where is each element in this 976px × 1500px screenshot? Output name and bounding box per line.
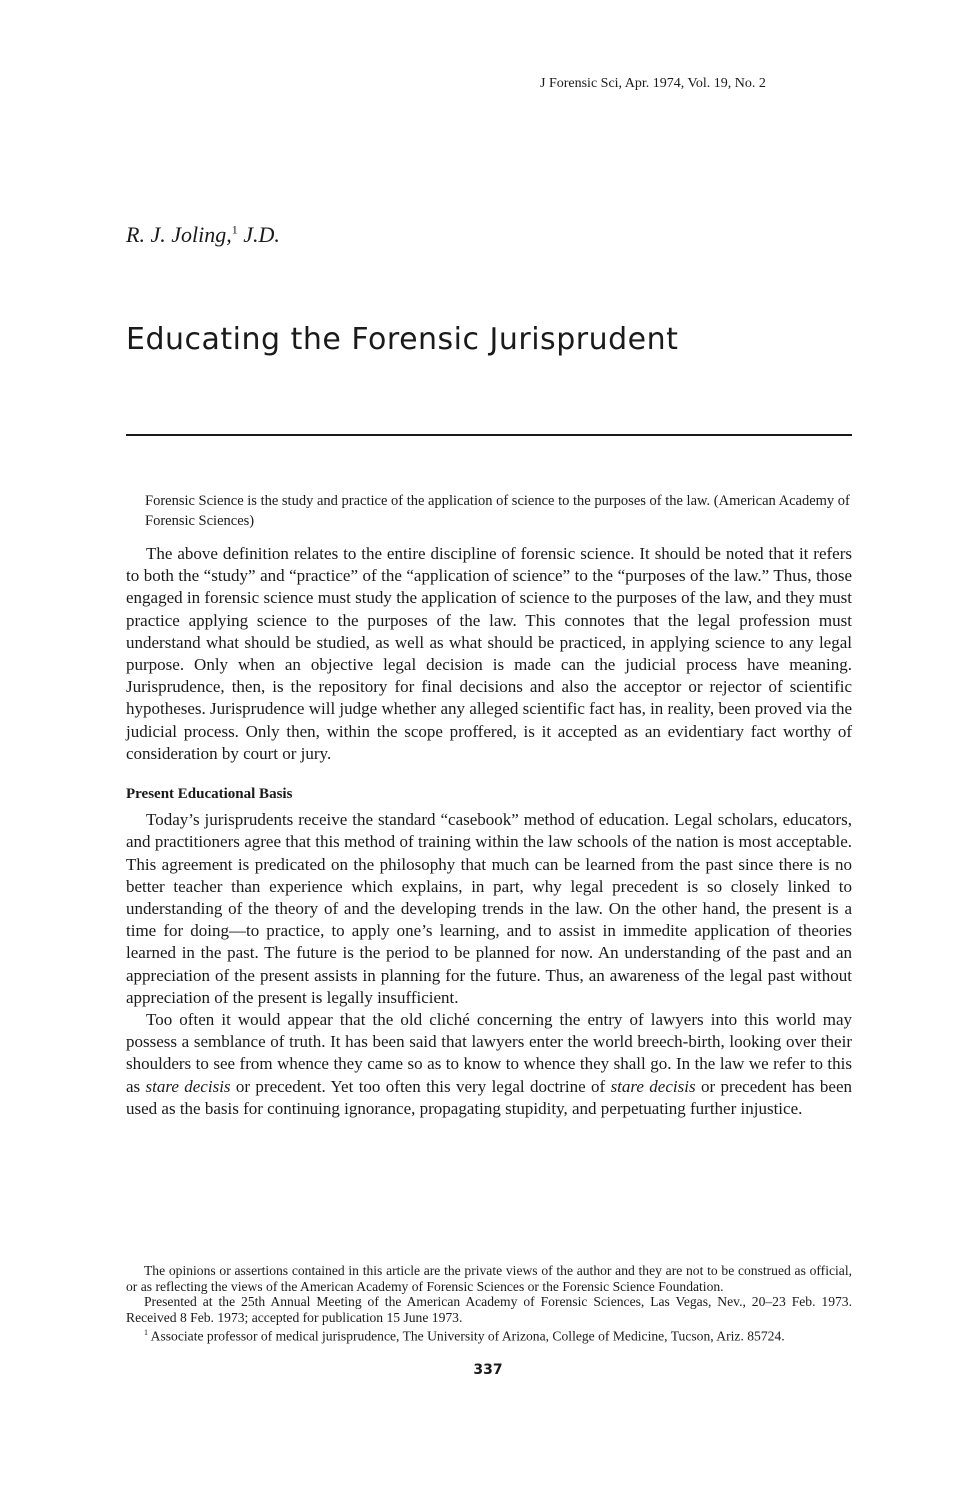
- paragraph-3-text-c: or precedent has been used as the basis for continuing ignorance, propagating stupidity, and perpetuating further injustice.: [126, 1076, 853, 1118]
- footnote-opinions: The opinions or assertions contained in this article are the private views of the author and they are not to be construed as official, or as reflecting the views of the American Academy of Forensic Sciences or the Forensic Science Foundation.: [126, 1263, 852, 1294]
- page-number: 337: [473, 1362, 503, 1378]
- paragraph-3-italic-b: stare decisis: [610, 1076, 696, 1096]
- article-title: Educating the Forensic Jurisprudent: [126, 322, 679, 357]
- body-paragraph-2: Today’s jurisprudents receive the standard “casebook” method of education. Legal scholars, educators, and practitioners agree that this method of training within the law schools of the nation is most acceptable. This agreement is predicated on the philosophy that much can be learned from the past since there is no better teacher than experience which explains, in part, why legal precedent is so closely linked to understanding of the theory of and the developing trends in the law. On the other hand, the present is a time for doing—to practice, to apply one’s learning, and to assist in immedite application of theories learned in the past. The future is the period to be planned for now. An understanding of the past and an appreciation of the present assists in planning for the future. Thus, an awareness of the legal past without appreciation of the present is legally insufficient.: [126, 810, 852, 1007]
- body-paragraph-3: [126, 1009, 852, 1120]
- epigraph: Forensic Science is the study and practice of the application of science to the purposes of the law. (American Academy of Forensic Sciences): [145, 493, 850, 529]
- author-footnote-marker: 1: [231, 222, 238, 237]
- section-heading: Present Educational Basis: [126, 786, 293, 803]
- journal-reference: J Forensic Sci, Apr. 1974, Vol. 19, No. 2: [540, 76, 766, 91]
- paragraph-3-italic-a: stare decisis: [145, 1076, 231, 1096]
- title-divider: [126, 434, 852, 436]
- paragraph-3-text-a: Too often it would appear that the old cliché concerning the entry of lawyers into this world may possess a semblance of truth. It has been said that lawyers enter the world breech-birth, looking over their shoulders to see from whence they came so as to know to whence they shall go. In the law we refer to this as: [126, 1010, 852, 1096]
- footnote-presented: Presented at the 25th Annual Meeting of the American Academy of Forensic Sciences, Las Vegas, Nev., 20–23 Feb. 1973. Received 8 Feb. 1973; accepted for publication 15 June 1973.: [126, 1294, 852, 1325]
- article-body: [126, 543, 852, 1120]
- footnotes: [126, 1263, 852, 1344]
- body-paragraph-1: The above definition relates to the entire discipline of forensic science. It should be noted that it refers to both the “study” and “practice” of the “application of science” to the “purposes of the law.” Thus, those engaged in forensic science must study the application of science to the purposes of the law, and they must practice applying science to the purposes of the law. This connotes that the legal profession must understand what should be studied, as well as what should be practiced, in applying science to any legal purpose. Only when an objective legal decision is made can the judicial process have meaning. Jurisprudence, then, is the repository for final decisions and also the acceptor or rejector of scientific hypotheses. Jurisprudence will judge whether any alleged scientific fact has, in reality, been proved via the judicial process. Only then, within the scope proffered, is it accepted as an evidentiary fact worthy of consideration by court or jury.: [126, 544, 852, 763]
- paragraph-3-text-b: or precedent. Yet too often this very legal doctrine of: [230, 1076, 611, 1096]
- footnote-affiliation: [126, 1325, 852, 1344]
- author-name: R. J. Joling,: [126, 222, 232, 247]
- author-degree: J.D.: [243, 222, 280, 247]
- affiliation-marker: 1: [144, 1328, 148, 1337]
- affiliation-text: Associate professor of medical jurisprudence, The University of Arizona, College of Medicine, Tucson, Ariz. 85724.: [150, 1328, 785, 1344]
- author-line: [126, 222, 280, 248]
